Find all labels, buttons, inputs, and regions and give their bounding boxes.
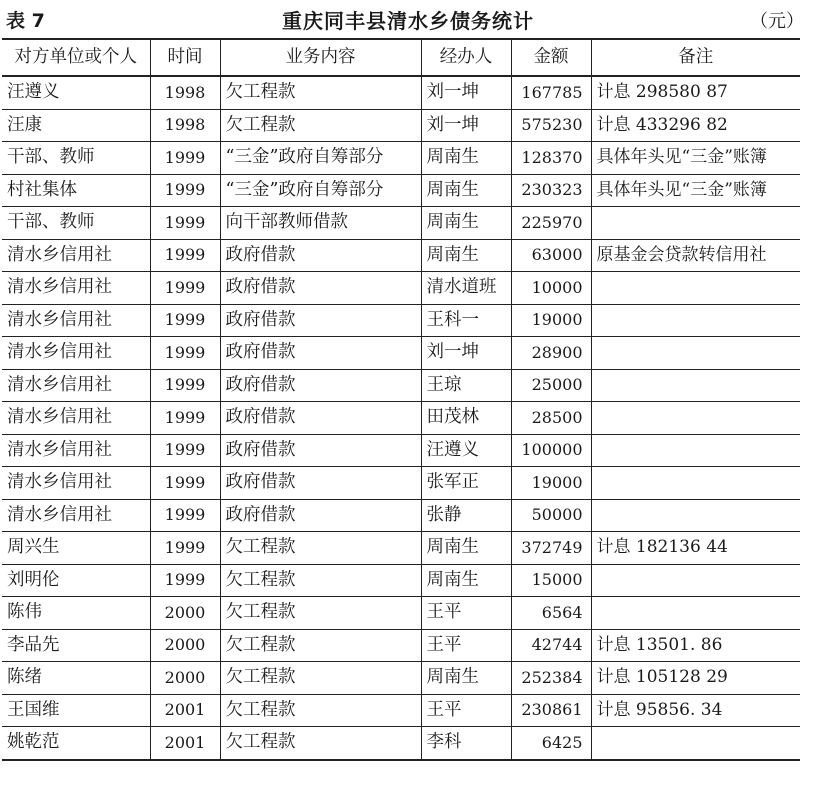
cell-amount: 15000 (511, 564, 591, 597)
header-year: 时间 (150, 39, 220, 76)
cell-amount: 128370 (511, 142, 591, 175)
cell-amount: 372749 (511, 532, 591, 565)
table-body (2, 76, 800, 760)
cell-year: 1999 (150, 174, 220, 207)
cell-business: 欠工程款 (220, 532, 421, 565)
cell-amount: 19000 (511, 304, 591, 337)
cell-counterparty: 清水乡信用社 (2, 467, 150, 500)
cell-counterparty: 干部、教师 (2, 142, 150, 175)
cell-year: 1999 (150, 369, 220, 402)
cell-counterparty: 村社集体 (2, 174, 150, 207)
cell-handler: 王琼 (421, 369, 511, 402)
cell-handler: 李科 (421, 727, 511, 760)
cell-year: 1999 (150, 467, 220, 500)
cell-amount: 10000 (511, 272, 591, 305)
cell-counterparty: 干部、教师 (2, 207, 150, 240)
cell-counterparty: 李品先 (2, 629, 150, 662)
cell-business: 向干部教师借款 (220, 207, 421, 240)
cell-amount: 230323 (511, 174, 591, 207)
cell-year: 1999 (150, 207, 220, 240)
cell-remarks (591, 499, 800, 532)
cell-handler: 周南生 (421, 564, 511, 597)
cell-amount: 225970 (511, 207, 591, 240)
cell-amount: 167785 (511, 76, 591, 109)
cell-business: 政府借款 (220, 467, 421, 500)
cell-amount: 42744 (511, 629, 591, 662)
cell-business: 欠工程款 (220, 76, 421, 109)
table-row (2, 694, 800, 727)
cell-handler: 周南生 (421, 174, 511, 207)
cell-business: 欠工程款 (220, 727, 421, 760)
cell-year: 1999 (150, 434, 220, 467)
table-row (2, 142, 800, 175)
cell-counterparty: 清水乡信用社 (2, 304, 150, 337)
debt-table (2, 38, 800, 761)
table-row (2, 402, 800, 435)
cell-counterparty: 汪康 (2, 109, 150, 142)
cell-remarks (591, 207, 800, 240)
cell-counterparty: 清水乡信用社 (2, 272, 150, 305)
cell-handler: 周南生 (421, 532, 511, 565)
cell-counterparty: 汪遵义 (2, 76, 150, 109)
cell-year: 1999 (150, 272, 220, 305)
table-unit: （元） (750, 11, 804, 32)
cell-remarks: 计息 298580 87 (591, 76, 800, 109)
cell-counterparty: 周兴生 (2, 532, 150, 565)
cell-remarks (591, 564, 800, 597)
cell-year: 2000 (150, 629, 220, 662)
cell-remarks (591, 272, 800, 305)
cell-counterparty: 清水乡信用社 (2, 337, 150, 370)
cell-handler: 周南生 (421, 662, 511, 695)
cell-remarks: 具体年头见“三金”账簿 (591, 174, 800, 207)
cell-remarks: 原基金会贷款转信用社 (591, 239, 800, 272)
table-row (2, 109, 800, 142)
cell-handler: 王平 (421, 694, 511, 727)
table-row (2, 76, 800, 109)
cell-year: 1999 (150, 564, 220, 597)
cell-business: 政府借款 (220, 499, 421, 532)
cell-business: 政府借款 (220, 337, 421, 370)
cell-business: 政府借款 (220, 369, 421, 402)
header-amount: 金额 (511, 39, 591, 76)
table-caption (0, 0, 816, 38)
cell-year: 2001 (150, 694, 220, 727)
cell-amount: 6425 (511, 727, 591, 760)
table-row (2, 304, 800, 337)
cell-handler: 王平 (421, 597, 511, 630)
cell-handler: 刘一坤 (421, 109, 511, 142)
table-row (2, 597, 800, 630)
table-row (2, 272, 800, 305)
cell-business: 政府借款 (220, 402, 421, 435)
cell-business: 欠工程款 (220, 694, 421, 727)
cell-handler: 周南生 (421, 239, 511, 272)
cell-amount: 6564 (511, 597, 591, 630)
cell-counterparty: 清水乡信用社 (2, 239, 150, 272)
table-row (2, 434, 800, 467)
cell-business: 政府借款 (220, 434, 421, 467)
cell-handler: 清水道班 (421, 272, 511, 305)
cell-remarks (591, 402, 800, 435)
cell-amount: 19000 (511, 467, 591, 500)
cell-business: 政府借款 (220, 304, 421, 337)
cell-counterparty: 陈伟 (2, 597, 150, 630)
cell-business: 欠工程款 (220, 629, 421, 662)
cell-handler: 刘一坤 (421, 76, 511, 109)
cell-remarks: 计息 13501. 86 (591, 629, 800, 662)
cell-counterparty: 清水乡信用社 (2, 369, 150, 402)
cell-handler: 张军正 (421, 467, 511, 500)
cell-year: 1998 (150, 109, 220, 142)
cell-amount: 25000 (511, 369, 591, 402)
cell-year: 1999 (150, 402, 220, 435)
table-row (2, 662, 800, 695)
cell-remarks (591, 369, 800, 402)
table-title: 重庆同丰县清水乡债务统计 (282, 9, 534, 33)
cell-counterparty: 清水乡信用社 (2, 402, 150, 435)
cell-business: 欠工程款 (220, 662, 421, 695)
cell-amount: 63000 (511, 239, 591, 272)
cell-business: 欠工程款 (220, 564, 421, 597)
cell-amount: 28900 (511, 337, 591, 370)
table-row (2, 467, 800, 500)
cell-remarks (591, 597, 800, 630)
cell-remarks: 计息 433296 82 (591, 109, 800, 142)
cell-year: 1999 (150, 532, 220, 565)
header-handler: 经办人 (421, 39, 511, 76)
cell-handler: 张静 (421, 499, 511, 532)
table-row (2, 532, 800, 565)
cell-counterparty: 陈绪 (2, 662, 150, 695)
cell-amount: 575230 (511, 109, 591, 142)
cell-counterparty: 姚乾范 (2, 727, 150, 760)
cell-remarks: 计息 105128 29 (591, 662, 800, 695)
cell-remarks (591, 467, 800, 500)
table-row (2, 629, 800, 662)
cell-amount: 28500 (511, 402, 591, 435)
table-row (2, 207, 800, 240)
cell-amount: 100000 (511, 434, 591, 467)
cell-handler: 周南生 (421, 207, 511, 240)
cell-remarks (591, 304, 800, 337)
table-row (2, 564, 800, 597)
header-counterparty: 对方单位或个人 (2, 39, 150, 76)
cell-year: 1999 (150, 337, 220, 370)
cell-year: 1999 (150, 304, 220, 337)
cell-business: 欠工程款 (220, 109, 421, 142)
cell-amount: 252384 (511, 662, 591, 695)
cell-year: 1999 (150, 239, 220, 272)
cell-remarks: 计息 95856. 34 (591, 694, 800, 727)
cell-business: “三金”政府自筹部分 (220, 142, 421, 175)
cell-business: 欠工程款 (220, 597, 421, 630)
cell-handler: 王科一 (421, 304, 511, 337)
cell-remarks (591, 434, 800, 467)
cell-year: 2000 (150, 597, 220, 630)
table-row (2, 337, 800, 370)
table-row (2, 499, 800, 532)
cell-counterparty: 清水乡信用社 (2, 434, 150, 467)
cell-amount: 230861 (511, 694, 591, 727)
cell-counterparty: 清水乡信用社 (2, 499, 150, 532)
cell-handler: 田茂林 (421, 402, 511, 435)
table-row (2, 239, 800, 272)
cell-amount: 50000 (511, 499, 591, 532)
cell-handler: 汪遵义 (421, 434, 511, 467)
cell-business: “三金”政府自筹部分 (220, 174, 421, 207)
cell-business: 政府借款 (220, 239, 421, 272)
cell-handler: 周南生 (421, 142, 511, 175)
table-row (2, 174, 800, 207)
cell-remarks (591, 337, 800, 370)
cell-handler: 刘一坤 (421, 337, 511, 370)
cell-remarks: 计息 182136 44 (591, 532, 800, 565)
header-remarks: 备注 (591, 39, 800, 76)
cell-year: 1999 (150, 142, 220, 175)
cell-year: 2001 (150, 727, 220, 760)
cell-counterparty: 王国维 (2, 694, 150, 727)
header-business: 业务内容 (220, 39, 421, 76)
cell-remarks: 具体年头见“三金”账簿 (591, 142, 800, 175)
table-header-row (2, 39, 800, 76)
cell-business: 政府借款 (220, 272, 421, 305)
cell-year: 1998 (150, 76, 220, 109)
cell-year: 2000 (150, 662, 220, 695)
table-number: 表 7 (6, 10, 45, 32)
cell-remarks (591, 727, 800, 760)
cell-handler: 王平 (421, 629, 511, 662)
cell-year: 1999 (150, 499, 220, 532)
table-row (2, 369, 800, 402)
cell-counterparty: 刘明伦 (2, 564, 150, 597)
table-row (2, 727, 800, 760)
